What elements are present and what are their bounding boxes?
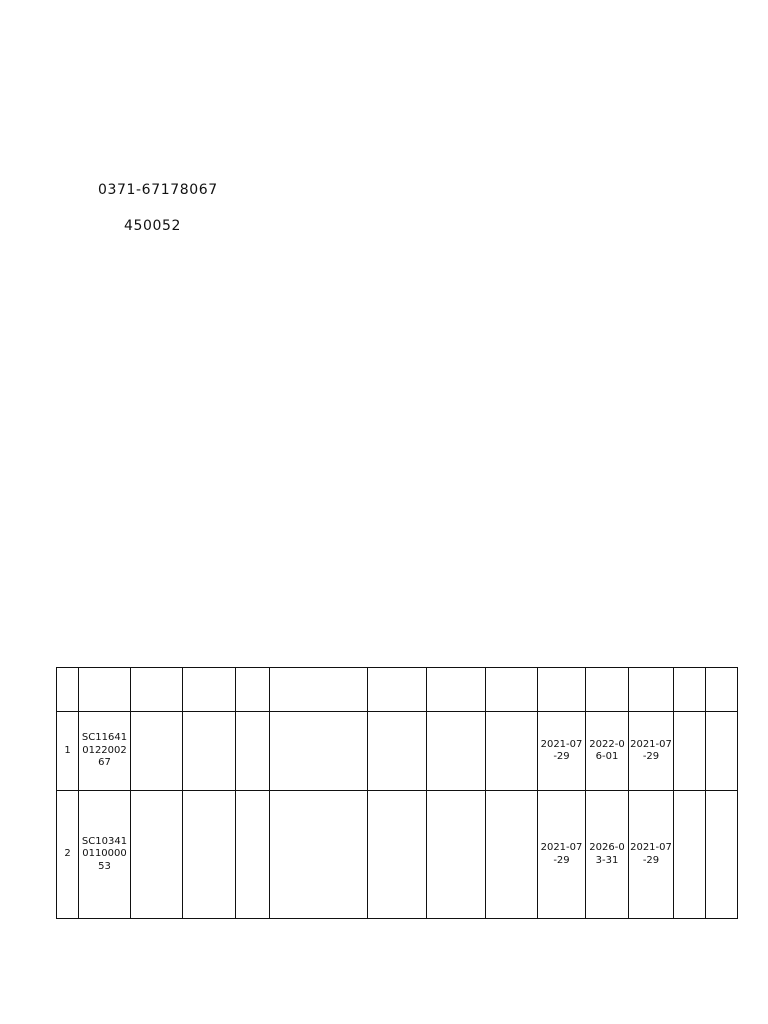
cell-items bbox=[270, 791, 368, 919]
column-header bbox=[538, 668, 586, 712]
cell-producer bbox=[131, 791, 183, 919]
license-table bbox=[56, 667, 738, 919]
cell-issue-date: 2021-07-29 bbox=[538, 791, 586, 919]
cell-category bbox=[236, 791, 270, 919]
cell-license-no: SC103410110000 53 bbox=[79, 791, 131, 919]
cell-legal-rep bbox=[183, 791, 236, 919]
column-header bbox=[674, 668, 706, 712]
cell-sign-date: 2021-07-29 bbox=[629, 712, 674, 791]
cell-site bbox=[427, 791, 486, 919]
column-header bbox=[183, 668, 236, 712]
table-header-row bbox=[57, 668, 738, 712]
cell-issuer bbox=[486, 712, 538, 791]
column-header bbox=[270, 668, 368, 712]
cell-expiry-date: 2026-03-31 bbox=[586, 791, 629, 919]
cell-residence bbox=[368, 791, 427, 919]
cell-license-no: SC116410122002 67 bbox=[79, 712, 131, 791]
table-row bbox=[57, 791, 738, 919]
cell-producer bbox=[131, 712, 183, 791]
cell-issue-date: 2021-07-29 bbox=[538, 712, 586, 791]
cell-no: 1 bbox=[57, 712, 79, 791]
column-header bbox=[427, 668, 486, 712]
column-header bbox=[629, 668, 674, 712]
contact-phone: 0371-67178067 bbox=[98, 182, 218, 198]
column-header bbox=[706, 668, 738, 712]
cell-category bbox=[236, 712, 270, 791]
cell-items bbox=[270, 712, 368, 791]
column-header bbox=[486, 668, 538, 712]
cell-remark bbox=[706, 712, 738, 791]
column-header bbox=[79, 668, 131, 712]
cell-issuer bbox=[486, 791, 538, 919]
column-header bbox=[368, 668, 427, 712]
contact-postcode: 450052 bbox=[124, 218, 182, 234]
column-header bbox=[131, 668, 183, 712]
cell-legal-rep bbox=[183, 712, 236, 791]
cell-sign-date: 2021-07-29 bbox=[629, 791, 674, 919]
column-header bbox=[236, 668, 270, 712]
cell-site bbox=[427, 712, 486, 791]
cell-residence bbox=[368, 712, 427, 791]
column-header bbox=[586, 668, 629, 712]
cell-expiry-date: 2022-06-01 bbox=[586, 712, 629, 791]
table-row bbox=[57, 712, 738, 791]
cell-reason bbox=[674, 791, 706, 919]
cell-remark bbox=[706, 791, 738, 919]
cell-reason bbox=[674, 712, 706, 791]
contact-address-line bbox=[98, 217, 181, 235]
column-header bbox=[57, 668, 79, 712]
cell-no: 2 bbox=[57, 791, 79, 919]
